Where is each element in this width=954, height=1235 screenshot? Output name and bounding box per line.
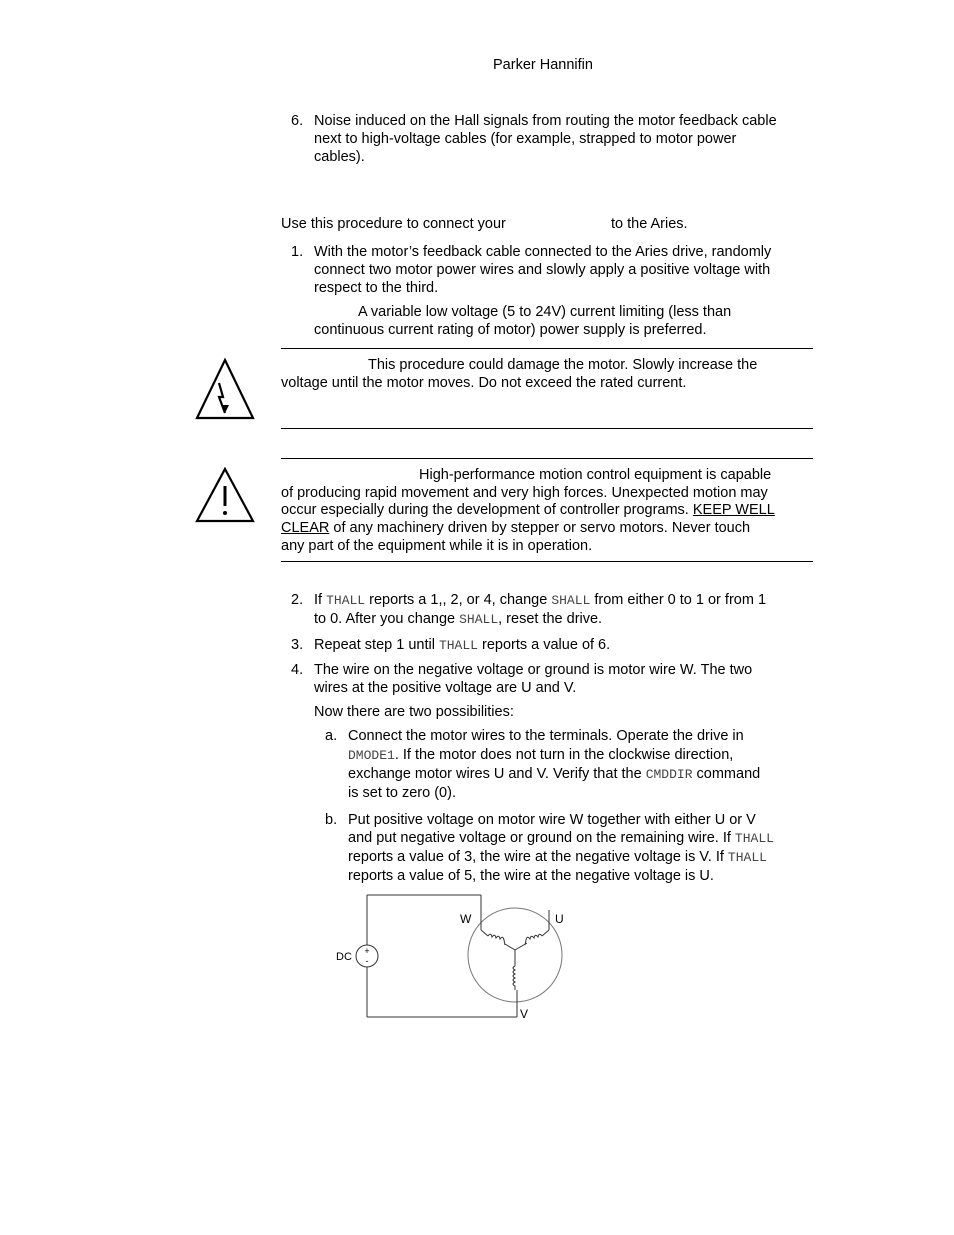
step-line: connect two motor power wires and slowly apply a positive voltage with <box>314 262 771 278</box>
sub-line: reports a value of 5, the wire at the negative voltage is U. <box>348 868 714 884</box>
step-number: 2. <box>291 592 304 608</box>
step-line: Repeat step 1 until THALL reports a value of 6. <box>314 637 611 653</box>
sub-line: and put negative voltage or ground on the remaining wire. If THALL <box>348 830 774 846</box>
warning-bottom-rule <box>281 561 813 562</box>
item-line: Noise induced on the Hall signals from routing the motor feedback cable <box>314 113 777 129</box>
warning-line: High-performance motion control equipment is capable <box>419 467 772 483</box>
step-line: respect to the third. <box>314 280 439 296</box>
wire-v-label: V <box>520 1007 529 1021</box>
warning-line: of producing rapid movement and very high forces. Unexpected motion may <box>281 485 768 501</box>
dc-plus: + <box>364 946 370 956</box>
note-line: A variable low voltage (5 to 24V) current limiting (less than <box>358 304 732 320</box>
step-line: wires at the positive voltage are U and V. <box>314 680 577 696</box>
sub-line: Put positive voltage on motor wire W together with either U or V <box>348 812 756 828</box>
item-number: 6. <box>291 113 304 129</box>
step-line: Now there are two possibilities: <box>314 704 514 720</box>
lightning-warning-icon <box>194 357 256 421</box>
sub-letter: b. <box>325 812 338 828</box>
step-number: 3. <box>291 637 304 653</box>
page-header: Parker Hannifin <box>493 57 593 73</box>
sub-line: Connect the motor wires to the terminals. Operate the drive in <box>348 728 744 744</box>
step-number: 1. <box>291 244 304 260</box>
note-line: continuous current rating of motor) power supply is preferred. <box>314 322 707 338</box>
sub-line: exchange motor wires U and V. Verify that the CMDDIR command <box>348 766 761 782</box>
wire-u-label: U <box>555 912 564 926</box>
sub-line: DMODE1. If the motor does not turn in the clockwise direction, <box>348 747 734 763</box>
warning-line: CLEAR of any machinery driven by stepper or servo motors. Never touch <box>281 520 751 536</box>
intro-text: Use this procedure to connect your <box>281 216 506 232</box>
step-line: With the motor’s feedback cable connected to the Aries drive, randomly <box>314 244 772 260</box>
motor-wiring-diagram <box>330 890 570 1025</box>
wire-w-label: W <box>460 912 472 926</box>
step-line: If THALL reports a 1,, 2, or 4, change SHALL from either 0 to 1 or from 1 <box>314 592 767 608</box>
warning-line: any part of the equipment while it is in operation. <box>281 538 593 554</box>
item-line: next to high-voltage cables (for example, strapped to motor power <box>314 131 737 147</box>
intro-text: to the Aries. <box>611 216 688 232</box>
warning-line: occur especially during the development of controller programs. KEEP WELL <box>281 502 775 518</box>
caution-top-rule <box>281 348 813 349</box>
step-number: 4. <box>291 662 304 678</box>
step-line: to 0. After you change SHALL, reset the drive. <box>314 611 603 627</box>
caution-bottom-rule <box>281 428 813 429</box>
warning-top-rule <box>281 458 813 459</box>
caution-line: This procedure could damage the motor. Slowly increase the <box>368 357 758 373</box>
step-line: The wire on the negative voltage or ground is motor wire W. The two <box>314 662 753 678</box>
exclamation-warning-icon <box>194 466 256 524</box>
sub-letter: a. <box>325 728 338 744</box>
caution-line: voltage until the motor moves. Do not exceed the rated current. <box>281 375 687 391</box>
sub-line: is set to zero (0). <box>348 785 456 801</box>
dc-label: DC <box>336 951 352 963</box>
item-line: cables). <box>314 149 365 165</box>
dc-minus: - <box>365 956 369 966</box>
sub-line: reports a value of 3, the wire at the negative voltage is V. If THALL <box>348 849 767 865</box>
